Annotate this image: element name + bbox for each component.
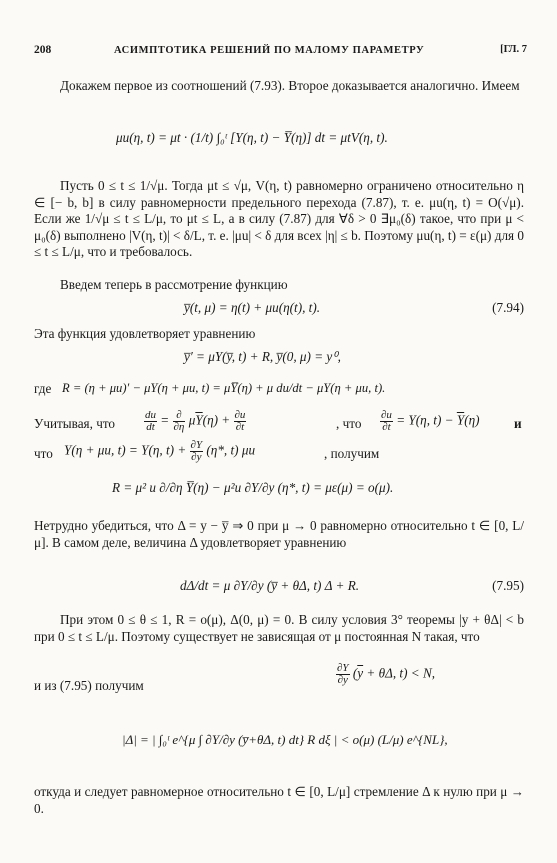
considering-line — [34, 410, 524, 438]
considering-word: Учитывая, что — [34, 416, 116, 431]
equation-ode — [34, 349, 524, 369]
equation-R2-text: R = μ² u ∂/∂η Y̅(η) − μ²u ∂Y/∂y (η*, t) = με(μ) = o(μ). — [112, 480, 394, 495]
taylor-line — [34, 440, 524, 468]
page-number: 208 — [34, 44, 52, 56]
running-title: АСИМПТОТИКА РЕШЕНИЙ ПО МАЛОМУ ПАРАМЕТРУ — [114, 45, 425, 56]
paragraph-9-end: и из (7.95) получим — [34, 678, 144, 693]
equation-7-95 — [34, 572, 524, 600]
that-word-2: что — [34, 446, 53, 461]
derivative-identity-2: $\frac{\partial u}{\partial t}$ = Y(η, $t) - \overline{Y}(\eta)$ — [381, 409, 480, 433]
equation-u — [34, 118, 524, 168]
equation-ode-text: y̅′ = μY(y̅, t) + R, y̅(0, μ) = y⁰, — [184, 349, 341, 364]
equation-final-text: |Δ| = | ∫₀ᵗ e^{μ ∫ ∂Y/∂y (y̅+θΔ, t) dt} R dξ | < o(μ) (L/μ) e^{NL}, — [122, 732, 448, 747]
equation-7-94-number: (7.94) — [492, 300, 524, 315]
derivative-identity-1: $\frac{du}{dt}$ = $\frac{\partial}{\partial\eta}$ $\mu\overline{Y}(\eta)$ + $\frac{\partial u}{\partial t}$ — [145, 409, 246, 433]
paragraph-9-end-line — [34, 678, 524, 698]
equation-final — [34, 708, 524, 772]
paragraph-4: Эта функция удовлетворяет уравнению — [34, 326, 256, 341]
equation-7-94-text: y̅(t, μ) = η(t) + μu(η(t), t). — [184, 300, 321, 315]
equation-7-94 — [34, 300, 524, 320]
paragraph-1: Докажем первое из соотношений (7.93). Второе доказывается аналогично. Имеем — [60, 78, 520, 93]
running-header — [34, 44, 527, 62]
that-word: , что — [336, 416, 362, 431]
chapter-label: [ГЛ. 7 — [500, 44, 527, 55]
equation-R2 — [34, 474, 524, 502]
and-word: и — [514, 416, 522, 431]
paragraph-3: Введем теперь в рассмотрение функцию — [60, 277, 288, 292]
equation-R-line — [34, 381, 524, 401]
paragraph-8: Нетрудно убедиться, что Δ = y − y̅ ⇒ 0 при μ → 0 равномерно относительно t ∈ [0, L/μ]. В самом деле, величина Δ удовлетворяет уравнению — [34, 518, 524, 550]
constant-N-bound: $\frac{\partial Y}{\partial y}$ ($\overline{y} + \theta\Delta$, t) < N, — [337, 662, 436, 686]
equation-7-95-number: (7.95) — [492, 578, 524, 593]
paragraph-2: Пусть 0 ≤ t ≤ 1/√μ. Тогда μt ≤ √μ, V(η, t) равномерно ограничено относительно η ∈ [− b, b] в силу равномерности предельного перехода (7.87), т. е. μu(η, t) = O(√μ). Если же 1/√μ ≤ t ≤ L/μ, то μt ≤ L, а в силу (7.87) для ∀δ > 0 ∃μ₀(δ) такое, что при μ < μ₀(δ) выполнено |V(η, t)| < δ/L, т. е. |μu| < δ для всех |η| ≤ b. Поэтому μu(η, t) = ε(μ) для 0 ≤ t ≤ L/μ, что и требовалось. — [34, 178, 524, 260]
equation-R-text: R = (η + μu)′ − μY(η + μu, t) = μY̅(η) + μ du/dt − μY(η + μu, t). — [62, 381, 386, 395]
equation-u-text: μu(η, t) = μt · (1/t) ∫₀ᵗ [Y(η, t) − Y̅(η)] dt = μtV(η, t). — [116, 130, 388, 145]
where-word: где — [34, 381, 52, 396]
paragraph-10: откуда и следует равномерное относительно t ∈ [0, L/μ] стремление Δ к нулю при μ → 0. — [34, 784, 524, 816]
get-word: , получим — [324, 446, 380, 461]
taylor-expansion: Y(η + μu, t) = Y(η, t) + $\frac{\partial Y}{\partial y}$ (η*, t) μu — [64, 439, 256, 463]
paragraph-9: При этом 0 ≤ θ ≤ 1, R = o(μ), Δ(0, μ) = 0. В силу условия 3° теоремы |y + θΔ| < b при 0 ≤ t ≤ L/μ. Поэтому существует не зависящая от μ постоянная N такая, что — [34, 612, 524, 644]
equation-7-95-text: dΔ/dt = μ ∂Y/∂y (y̅ + θΔ, t) Δ + R. — [180, 578, 360, 593]
